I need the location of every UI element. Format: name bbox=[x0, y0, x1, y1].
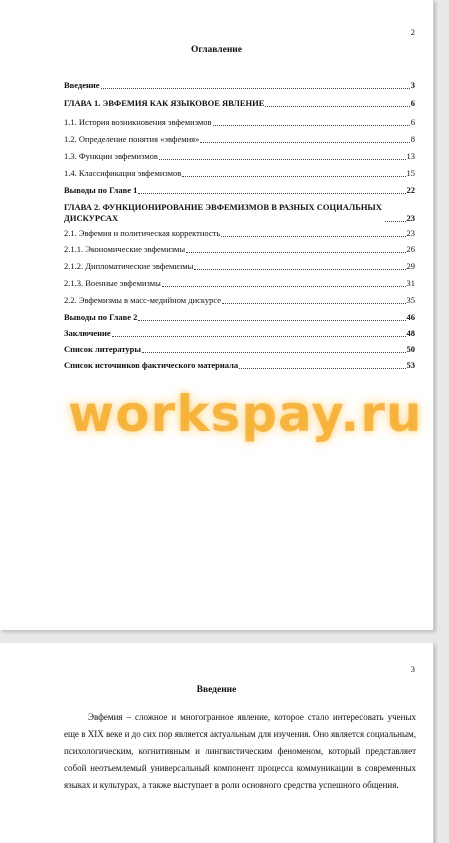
toc-leader-dots bbox=[385, 221, 406, 222]
toc-entry-label: Выводы по Главе 2 bbox=[64, 312, 138, 322]
toc-leader-dots bbox=[101, 88, 410, 89]
toc-leader-dots bbox=[159, 159, 406, 160]
toc-entry bbox=[64, 134, 415, 145]
toc-leader-dots bbox=[239, 368, 405, 369]
toc-entry bbox=[64, 168, 415, 179]
toc-entry bbox=[64, 360, 415, 371]
toc-entry-label: Список литературы bbox=[64, 344, 142, 354]
toc-leader-dots bbox=[162, 286, 406, 287]
toc-entry-page: 22 bbox=[406, 185, 415, 195]
toc-entry-label: 2.1. Эвфемия и политическая корректность bbox=[64, 228, 221, 238]
page-number: 3 bbox=[410, 664, 415, 674]
page-number: 2 bbox=[410, 27, 415, 37]
toc-entry-label: ГЛАВА 2. ФУНКЦИОНИРОВАНИЕ ЭВФЕМИЗМОВ В РАЗНЫХ СОЦИАЛЬНЫХ ДИСКУРСАХ bbox=[64, 202, 382, 223]
toc-entry-label: 2.2. Эвфемизмы в масс-медийном дискурсе bbox=[64, 295, 222, 305]
toc-entry-page: 13 bbox=[406, 151, 415, 161]
toc-entry bbox=[64, 80, 415, 91]
toc-entry-page: 6 bbox=[410, 117, 415, 127]
toc-entry bbox=[64, 185, 415, 196]
toc-entry-page: 29 bbox=[406, 261, 415, 271]
watermark: workspay.ru bbox=[68, 385, 423, 443]
table-of-contents bbox=[64, 80, 415, 375]
toc-entry-page: 3 bbox=[410, 80, 415, 90]
toc-entry-page: 35 bbox=[406, 295, 415, 305]
toc-entry-label: Выводы по Главе 1 bbox=[64, 185, 138, 195]
toc-entry-page: 26 bbox=[406, 244, 415, 254]
toc-entry bbox=[64, 261, 415, 272]
toc-entry-label: 2.1.3. Военные эвфемизмы bbox=[64, 278, 161, 288]
toc-leader-dots bbox=[194, 269, 405, 270]
toc-entry-label: 1.4. Классификация эвфемизмов bbox=[64, 168, 182, 178]
toc-entry bbox=[64, 98, 415, 109]
toc-leader-dots bbox=[182, 176, 405, 177]
toc-entry bbox=[64, 244, 415, 255]
toc-entry-label: 2.1.2. Дипломатические эвфемизмы bbox=[64, 261, 194, 271]
toc-entry-page: 23 bbox=[406, 228, 415, 238]
document-page-3 bbox=[0, 643, 434, 843]
toc-entry bbox=[64, 328, 415, 339]
toc-entry bbox=[64, 117, 415, 128]
toc-leader-dots bbox=[213, 125, 410, 126]
toc-entry-page: 8 bbox=[410, 134, 415, 144]
toc-entry-page: 53 bbox=[406, 360, 415, 370]
toc-entry-label: Список источников фактического материала bbox=[64, 360, 239, 370]
toc-leader-dots bbox=[265, 106, 409, 107]
toc-entry-label: Введение bbox=[64, 80, 100, 90]
toc-entry-page: 46 bbox=[406, 312, 415, 322]
intro-paragraph: Эвфемия – сложное и многогранное явление, которое стало интересовать ученых еще в XIX веке и до сих пор является актуальным для изучения. Оно является социальным, психологическим, когнитивным и лингвистическим феноменом, который представляет собой неотъемлемый универсальный компонент процесса коммуникации в современных языках и культурах, а также выступает в роли основного средства успешного общения. bbox=[64, 712, 416, 790]
toc-entry-label: ГЛАВА 1. ЭВФЕМИЯ КАК ЯЗЫКОВОЕ ЯВЛЕНИЕ bbox=[64, 98, 265, 108]
toc-entry-label: 1.3. Функции эвфемизмов bbox=[64, 151, 158, 161]
toc-entry-label: 1.1. История возникновения эвфемизмов bbox=[64, 117, 212, 127]
toc-entry-page: 48 bbox=[406, 328, 415, 338]
toc-leader-dots bbox=[221, 236, 405, 237]
toc-entry bbox=[64, 202, 415, 224]
toc-entry-page: 6 bbox=[410, 98, 415, 108]
toc-leader-dots bbox=[138, 193, 405, 194]
toc-entry-page: 31 bbox=[406, 278, 415, 288]
toc-title: Оглавление bbox=[190, 45, 243, 55]
toc-entry bbox=[64, 228, 415, 239]
toc-entry-page: 15 bbox=[406, 168, 415, 178]
toc-entry bbox=[64, 278, 415, 289]
toc-entry-label: 2.1.1. Экономические эвфемизмы bbox=[64, 244, 186, 254]
toc-entry bbox=[64, 312, 415, 323]
toc-entry-page: 50 bbox=[406, 344, 415, 354]
toc-leader-dots bbox=[112, 336, 406, 337]
toc-leader-dots bbox=[142, 352, 405, 353]
toc-leader-dots bbox=[138, 320, 405, 321]
toc-leader-dots bbox=[222, 303, 405, 304]
toc-leader-dots bbox=[186, 252, 405, 253]
toc-entry bbox=[64, 151, 415, 162]
toc-entry-page: 23 bbox=[406, 213, 415, 223]
toc-entry-label: 1.2. Определение понятия «эвфемия» bbox=[64, 134, 200, 144]
toc-entry bbox=[64, 295, 415, 306]
toc-entry bbox=[64, 344, 415, 355]
section-title: Введение bbox=[196, 685, 237, 695]
toc-entry-label: Заключение bbox=[64, 328, 111, 338]
toc-leader-dots bbox=[200, 142, 409, 143]
